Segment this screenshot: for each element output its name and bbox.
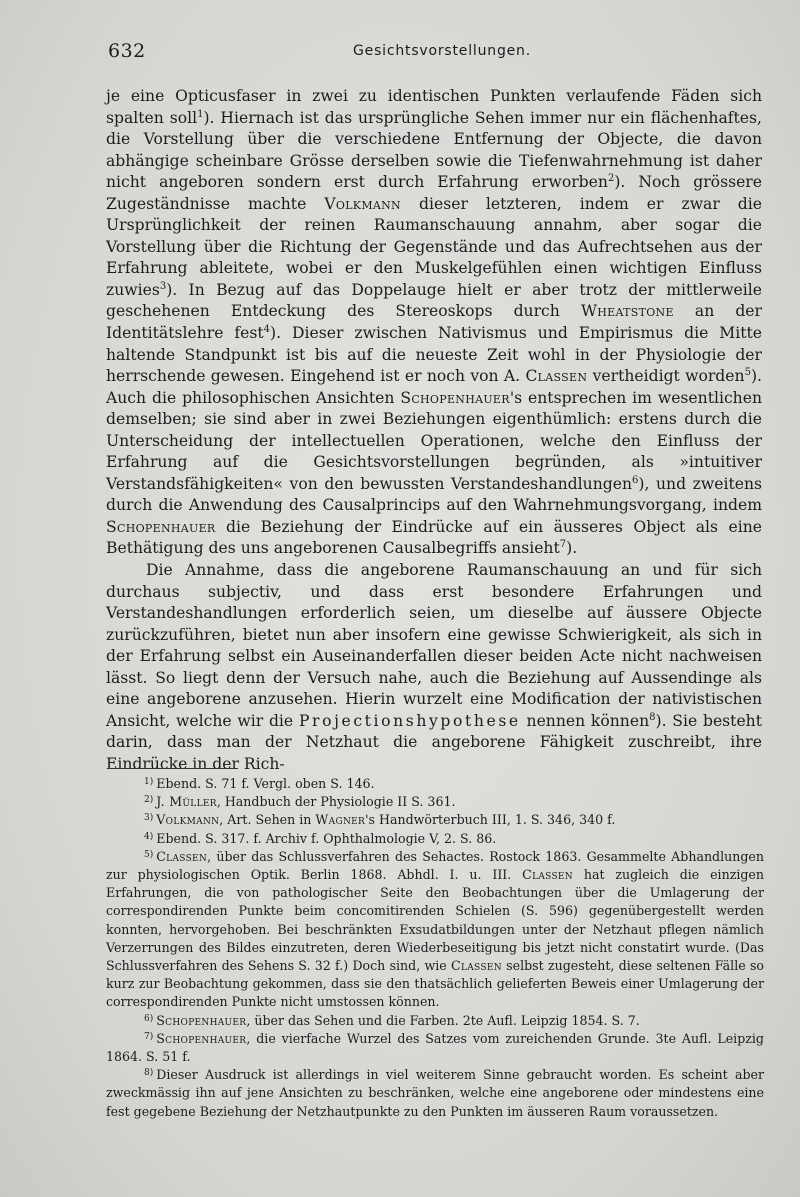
text-run: ). Hiernach ist das ursprüngliche Sehen immer nur ein flächenhaftes, die Vorstellung über die verschiedene Entfernung der Objecte, die davon abhängige scheinbare Grösse derselben sowie die Tiefenwahrnehmung ist daher nicht angeboren sondern erst durch Erfahrung erworben (106, 108, 762, 192)
author-name: Schopenhauer (106, 517, 216, 536)
text-run: Die Annahme, dass die angeborene Raumanschauung an und für sich durchaus subjectiv, und dass erst besondere Erfahrungen und Verstandeshandlungen erforderlich seien, um dieselbe auf äussere Objecte zurückzuführen, bietet nun aber insofern eine gewisse Schwierigkeit, als sich in der Erfahrung selbst ein Auseinanderfallen dieser beiden Acte nicht nachweisen lässt. So liegt denn der Versuch nahe, auch die Beziehung auf Aussendinge als eine angeborene anzusehen. Hierin wurzelt eine Modification der nativistischen Ansicht, welche wir die (106, 561, 762, 730)
footnote-5 (106, 848, 764, 1012)
footnote-mark: 2) (144, 795, 154, 806)
text-run: ). (566, 539, 578, 558)
emphasized-term: Projectionshypothese (298, 711, 521, 730)
running-head: Gesichtsvorstellungen. (353, 43, 531, 59)
text-run: ). In Bezug auf das Doppelauge hielt er aber trotz der mittlerweile geschehenen Entdeckung des Stereoskops durch (106, 280, 762, 321)
author-name: Classen (156, 848, 208, 864)
text-run: vertheidigt worden (592, 367, 745, 386)
author-name: Wheatstone (580, 302, 674, 321)
text-run: ). Dieser zwischen Nativismus und Empirismus die Mitte haltende Standpunkt ist bis auf die neueste Zeit wohl in der Physiologie der herrschende gewesen. Eingehend ist er noch von A. (106, 324, 762, 386)
footnote-mark: 3) (144, 813, 154, 824)
footnote-ref-1: 1 (197, 108, 204, 120)
footnote-ref-2: 2 (607, 173, 615, 185)
footnote-text: Ebend. S. 71 f. Vergl. oben S. 146. (156, 776, 375, 791)
author-name: Classen (451, 958, 502, 974)
footnote-text: Ebend. S. 317. f. Archiv f. Ophthalmologie V, 2. S. 86. (156, 830, 497, 846)
author-name: Wagner (315, 812, 366, 828)
author-name: J. Müller (156, 794, 217, 810)
body-text (106, 86, 762, 776)
footnote-text: selbst zugesteht, diese seltenen Fälle so kurz zur Beobachtung gekommen, dass sie den thatsächlich gelieferten Beweis einer Umlagerung der correspondirenden Punkte nicht umstossen können. (106, 958, 764, 1010)
footnote-mark: 8) (144, 1068, 154, 1079)
paragraph-2 (106, 560, 762, 775)
text-run: die Beziehung der Eindrücke auf ein äusseres Object als eine Bethätigung des uns angeborenen Causalbegriffs ansieht (106, 517, 762, 558)
footnote-7 (106, 1030, 764, 1066)
footnote-8 (106, 1066, 764, 1121)
footnote-text: , Art. Sehen in (219, 812, 312, 828)
footnote-1 (106, 775, 764, 793)
footnote-ref-6: 6 (632, 474, 639, 486)
author-name: Classen (525, 367, 588, 386)
footnote-text: , die vierfache Wurzel des Satzes vom zureichenden Grunde. 3te Aufl. Leipzig 1864. S. 51 f. (106, 1030, 764, 1065)
footnote-ref-8: 8 (649, 711, 656, 723)
footnote-6 (106, 1012, 764, 1030)
footnote-ref-4: 4 (263, 324, 271, 336)
footnote-text: Dieser Ausdruck ist allerdings in viel weiterem Sinne gebraucht worden. Es scheint aber zweckmässig ihn auf jene Ansichten zu beschränken, welche eine angeborene oder mindestens eine fest gegebene Beziehung der Netzhautpunkte zu den Punkten im äusseren Raum voraussetzen. (106, 1067, 764, 1119)
author-name: Volkmann (324, 194, 401, 213)
footnote-mark: 6) (144, 1013, 154, 1024)
footnote-mark: 4) (144, 831, 154, 842)
footnote-text: 's Handwörterbuch III, 1. S. 346, 340 f. (365, 812, 616, 828)
text-run: dieser letzteren, indem er zwar die Ursprünglichkeit der reinen Raumanschauung annahm, aber sogar die Vorstellung über die Richtung der Gegenstände und das Aufrechtsehen aus der Erfahrung ableitete, wobei er den Muskelgefühlen einen wichtigen Einfluss zuwies (106, 194, 763, 299)
author-name: Classen (522, 867, 573, 883)
footnote-mark: 1) (144, 777, 154, 787)
text-run: an der Identitätslehre fest (106, 302, 762, 343)
footnote-divider (108, 768, 238, 769)
footnote-3 (106, 811, 764, 829)
author-name: Schopenhauer (156, 1030, 247, 1046)
page-header (108, 40, 756, 68)
footnote-mark: 5) (144, 849, 154, 860)
footnotes (106, 775, 764, 1121)
text-run: je eine Opticusfaser in zwei zu identischen Punkten verlaufende Fäden sich spalten soll (106, 87, 762, 127)
footnote-ref-3: 3 (159, 280, 167, 292)
text-run: nennen können (526, 711, 650, 730)
author-name: Schopenhauer (400, 388, 510, 407)
footnote-ref-5: 5 (744, 367, 751, 379)
text-run: 's entsprechen im wesentlichen demselben; sie sind aber in zwei Beziehungen eigenthümlich: erstens durch die Unterscheidung der intellectuellen Operationen, welche den Einfluss der Erfahrung auf die Gesichtsvorstellungen begründen, als »intuitiver Verstandsfähigkeiten« von den bewussten Verstandeshandlungen (106, 388, 762, 493)
text-run: ). Noch grössere Zugeständnisse machte (106, 173, 762, 213)
footnote-mark: 7) (144, 1031, 154, 1042)
author-name: Volkmann (156, 812, 220, 828)
footnote-text: , Handbuch der Physiologie II S. 361. (216, 794, 456, 810)
text-run: ). Sie besteht darin, dass man der Netzhaut die angeborene Fähigkeit zuschreibt, ihre Eindrücke in der Rich- (106, 711, 762, 773)
text-run: ). Auch die philosophischen Ansichten (106, 367, 762, 407)
footnote-text: hat zugleich die einzigen Erfahrungen, die von pathologischer Seite den Beobachtungen über die Umlagerung der correspondirenden Punkte beim concomitirenden Schielen (S. 596) gegenübergestellt werden konnten, hervorgehoben. Bei beschränkten Exsudatbildungen unter der Netzhaut pflegen nämlich Verzerrungen des Bildes einzutreten, deren Wiederbeseitigung bis jetzt nicht constatirt wurde. (Das Schlussverfahren des Sehens S. 32 f.) Doch sind, wie (106, 867, 764, 974)
paragraph-1 (106, 86, 762, 560)
footnote-ref-7: 7 (559, 539, 567, 551)
footnote-text: , über das Sehen und die Farben. 2te Aufl. Leipzig 1854. S. 7. (246, 1012, 640, 1028)
author-name: Schopenhauer (156, 1012, 247, 1028)
footnote-2 (106, 793, 764, 811)
footnote-text: , über das Schlussverfahren des Sehactes. Rostock 1863. Gesammelte Abhandlungen zur physiologischen Optik. Berlin 1868. Abhdl. I. u. III. (106, 848, 764, 883)
page-number: 632 (108, 40, 146, 62)
footnote-4 (106, 830, 764, 848)
text-run: ), und zweitens durch die Anwendung des Causalprincips auf den Wahrnehmungsvorgang, indem (106, 474, 763, 515)
